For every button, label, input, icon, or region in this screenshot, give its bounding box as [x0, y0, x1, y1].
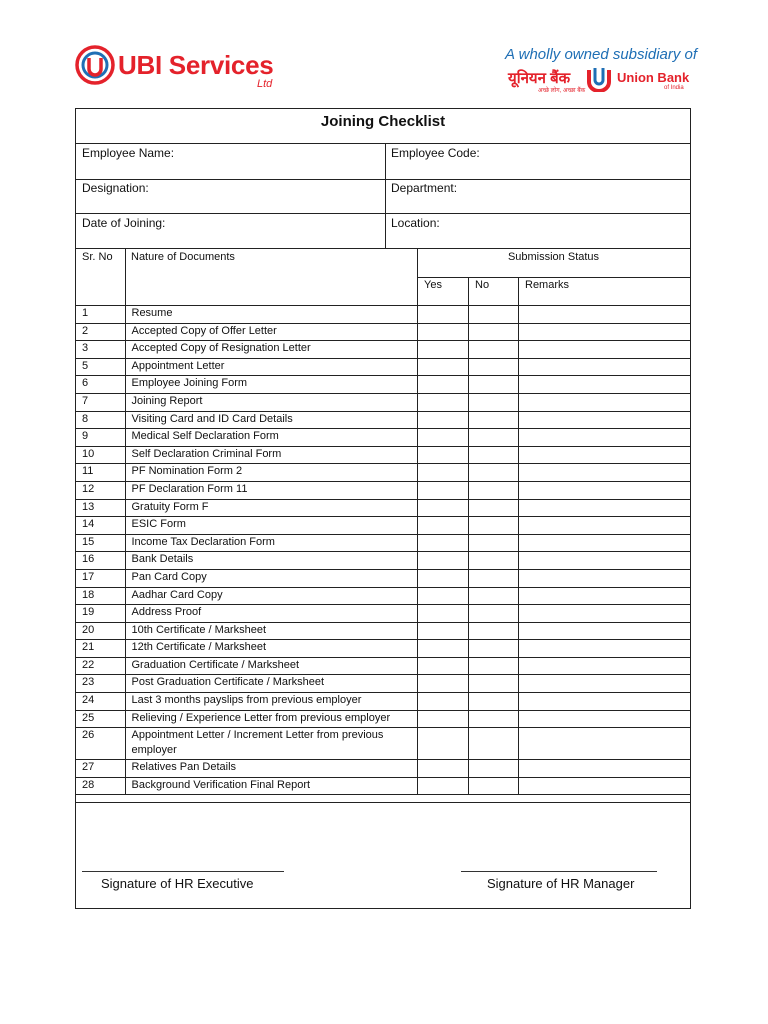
row-sr-no: 8: [76, 411, 125, 429]
table-row: [76, 306, 690, 324]
remarks-cell[interactable]: [518, 622, 690, 640]
row-sr-no: 26: [76, 728, 125, 760]
no-cell[interactable]: [468, 464, 518, 482]
row-sr-no: 6: [76, 376, 125, 394]
row-document: Last 3 months payslips from previous employer: [125, 693, 417, 711]
row-sr-no: 14: [76, 517, 125, 535]
yes-cell[interactable]: [417, 411, 468, 429]
table-row: [76, 587, 690, 605]
no-cell[interactable]: [468, 358, 518, 376]
remarks-cell[interactable]: [518, 777, 690, 795]
row-sr-no: 22: [76, 657, 125, 675]
row-sr-no: 21: [76, 640, 125, 658]
row-document: Post Graduation Certificate / Marksheet: [125, 675, 417, 693]
row-sr-no: 27: [76, 760, 125, 778]
form-title: Joining Checklist: [76, 109, 690, 144]
parent-country: of India: [664, 85, 684, 91]
yes-cell[interactable]: [417, 569, 468, 587]
remarks-cell[interactable]: [518, 693, 690, 711]
row-document: Background Verification Final Report: [125, 777, 417, 795]
col-nature-of-documents: Nature of Documents: [131, 251, 235, 263]
yes-cell[interactable]: [417, 675, 468, 693]
row-document: Medical Self Declaration Form: [125, 429, 417, 447]
row-document: Visiting Card and ID Card Details: [125, 411, 417, 429]
remarks-cell[interactable]: [518, 323, 690, 341]
remarks-cell[interactable]: [518, 464, 690, 482]
yes-cell[interactable]: [417, 760, 468, 778]
hr-executive-signature-line[interactable]: [82, 871, 284, 872]
divider: [76, 802, 690, 803]
col-yes: Yes: [424, 279, 442, 291]
designation-field[interactable]: Designation:: [82, 181, 149, 195]
no-cell[interactable]: [468, 411, 518, 429]
divider: [468, 277, 469, 305]
remarks-cell[interactable]: [518, 657, 690, 675]
remarks-cell[interactable]: [518, 341, 690, 359]
divider: [125, 248, 126, 305]
no-cell[interactable]: [468, 693, 518, 711]
table-row: [76, 569, 690, 587]
yes-cell[interactable]: [417, 534, 468, 552]
remarks-cell[interactable]: [518, 760, 690, 778]
yes-cell[interactable]: [417, 393, 468, 411]
table-row: [76, 777, 690, 795]
yes-cell[interactable]: [417, 605, 468, 623]
no-cell[interactable]: [468, 376, 518, 394]
row-sr-no: 19: [76, 605, 125, 623]
table-row: [76, 605, 690, 623]
table-row: [76, 710, 690, 728]
remarks-cell[interactable]: [518, 411, 690, 429]
no-cell[interactable]: [468, 306, 518, 324]
remarks-cell[interactable]: [518, 393, 690, 411]
yes-cell[interactable]: [417, 517, 468, 535]
remarks-cell[interactable]: [518, 552, 690, 570]
divider: [76, 248, 690, 249]
col-submission-status: Submission Status: [507, 251, 600, 263]
row-document: Joining Report: [125, 393, 417, 411]
row-document: Self Declaration Criminal Form: [125, 446, 417, 464]
table-row: [76, 657, 690, 675]
table-row: [76, 411, 690, 429]
divider: [76, 213, 690, 214]
row-document: Resume: [125, 306, 417, 324]
row-sr-no: 11: [76, 464, 125, 482]
no-cell[interactable]: [468, 393, 518, 411]
no-cell[interactable]: [468, 569, 518, 587]
table-row: [76, 376, 690, 394]
hr-manager-signature-label: Signature of HR Manager: [487, 876, 635, 891]
remarks-cell[interactable]: [518, 569, 690, 587]
parent-name: Union Bank: [617, 70, 690, 85]
row-document: 12th Certificate / Marksheet: [125, 640, 417, 658]
col-no: No: [475, 279, 490, 291]
table-row: [76, 464, 690, 482]
row-document: PF Nomination Form 2: [125, 464, 417, 482]
row-document: Relieving / Experience Letter from previous employer: [125, 710, 417, 728]
remarks-cell[interactable]: [518, 376, 690, 394]
yes-cell[interactable]: [417, 710, 468, 728]
no-cell[interactable]: [468, 760, 518, 778]
row-sr-no: 5: [76, 358, 125, 376]
parent-hindi-tagline: अच्छे लोग, अच्छा बैंक: [538, 88, 586, 94]
yes-cell[interactable]: [417, 693, 468, 711]
row-sr-no: 13: [76, 499, 125, 517]
row-sr-no: 18: [76, 587, 125, 605]
table-row: [76, 622, 690, 640]
subsidiary-text: A wholly owned subsidiary of: [505, 46, 698, 63]
hr-executive-signature-label: Signature of HR Executive: [101, 876, 254, 891]
table-row: [76, 693, 690, 711]
row-document: Bank Details: [125, 552, 417, 570]
date-of-joining-field[interactable]: Date of Joining:: [82, 216, 166, 230]
row-sr-no: 20: [76, 622, 125, 640]
row-sr-no: 3: [76, 341, 125, 359]
documents-table: [76, 305, 690, 795]
department-field[interactable]: Department:: [391, 181, 458, 195]
hr-manager-signature-line[interactable]: [461, 871, 657, 872]
joining-checklist-form: [75, 108, 691, 909]
row-document: ESIC Form: [125, 517, 417, 535]
table-row: [76, 358, 690, 376]
no-cell[interactable]: [468, 446, 518, 464]
remarks-cell[interactable]: [518, 358, 690, 376]
yes-cell[interactable]: [417, 306, 468, 324]
table-row: [76, 517, 690, 535]
remarks-cell[interactable]: [518, 587, 690, 605]
employee-code-field[interactable]: Employee Code:: [391, 146, 480, 160]
divider: [385, 143, 386, 248]
employee-name-field[interactable]: Employee Name:: [82, 146, 175, 160]
table-row: [76, 393, 690, 411]
yes-cell[interactable]: [417, 777, 468, 795]
row-sr-no: 9: [76, 429, 125, 447]
no-cell[interactable]: [468, 657, 518, 675]
remarks-cell[interactable]: [518, 499, 690, 517]
col-remarks: Remarks: [525, 279, 570, 291]
no-cell[interactable]: [468, 675, 518, 693]
yes-cell[interactable]: [417, 376, 468, 394]
row-document: Accepted Copy of Offer Letter: [125, 323, 417, 341]
row-document: 10th Certificate / Marksheet: [125, 622, 417, 640]
remarks-cell[interactable]: [518, 728, 690, 760]
row-sr-no: 12: [76, 481, 125, 499]
table-row: [76, 552, 690, 570]
no-cell[interactable]: [468, 622, 518, 640]
row-sr-no: 10: [76, 446, 125, 464]
parent-hindi-name: यूनियन बैंक: [508, 70, 571, 87]
yes-cell[interactable]: [417, 464, 468, 482]
row-document: Accepted Copy of Resignation Letter: [125, 341, 417, 359]
row-sr-no: 28: [76, 777, 125, 795]
divider: [76, 179, 690, 180]
remarks-cell[interactable]: [518, 306, 690, 324]
row-document: PF Declaration Form 11: [125, 481, 417, 499]
row-sr-no: 24: [76, 693, 125, 711]
row-document: Appointment Letter: [125, 358, 417, 376]
yes-cell[interactable]: [417, 640, 468, 658]
no-cell[interactable]: [468, 323, 518, 341]
yes-cell[interactable]: [417, 499, 468, 517]
remarks-cell[interactable]: [518, 481, 690, 499]
yes-cell[interactable]: [417, 657, 468, 675]
table-row: [76, 675, 690, 693]
remarks-cell[interactable]: [518, 710, 690, 728]
remarks-cell[interactable]: [518, 640, 690, 658]
yes-cell[interactable]: [417, 728, 468, 760]
yes-cell[interactable]: [417, 358, 468, 376]
ubi-services-logo: [74, 40, 294, 96]
row-sr-no: 1: [76, 306, 125, 324]
brand-suffix: Ltd: [257, 78, 273, 90]
yes-cell[interactable]: [417, 341, 468, 359]
row-sr-no: 17: [76, 569, 125, 587]
no-cell[interactable]: [468, 517, 518, 535]
remarks-cell[interactable]: [518, 446, 690, 464]
row-document: Pan Card Copy: [125, 569, 417, 587]
table-row: [76, 446, 690, 464]
table-row: [76, 499, 690, 517]
yes-cell[interactable]: [417, 481, 468, 499]
col-sr-no: Sr. No: [82, 251, 113, 263]
yes-cell[interactable]: [417, 429, 468, 447]
table-row: [76, 323, 690, 341]
no-cell[interactable]: [468, 481, 518, 499]
row-sr-no: 15: [76, 534, 125, 552]
table-row: [76, 429, 690, 447]
row-document: Income Tax Declaration Form: [125, 534, 417, 552]
no-cell[interactable]: [468, 341, 518, 359]
union-bank-emblem-icon: [585, 66, 613, 92]
remarks-cell[interactable]: [518, 534, 690, 552]
yes-cell[interactable]: [417, 587, 468, 605]
row-sr-no: 7: [76, 393, 125, 411]
no-cell[interactable]: [468, 728, 518, 760]
remarks-cell[interactable]: [518, 675, 690, 693]
brand-name: UBI Services: [118, 50, 274, 80]
row-document: Address Proof: [125, 605, 417, 623]
divider: [417, 277, 690, 278]
no-cell[interactable]: [468, 605, 518, 623]
remarks-cell[interactable]: [518, 429, 690, 447]
table-row: [76, 760, 690, 778]
yes-cell[interactable]: [417, 446, 468, 464]
table-row: [76, 640, 690, 658]
no-cell[interactable]: [468, 777, 518, 795]
yes-cell[interactable]: [417, 552, 468, 570]
yes-cell[interactable]: [417, 323, 468, 341]
row-sr-no: 16: [76, 552, 125, 570]
row-document: Aadhar Card Copy: [125, 587, 417, 605]
row-document: Gratuity Form F: [125, 499, 417, 517]
no-cell[interactable]: [468, 552, 518, 570]
no-cell[interactable]: [468, 499, 518, 517]
table-row: [76, 341, 690, 359]
yes-cell[interactable]: [417, 622, 468, 640]
table-row: [76, 534, 690, 552]
table-row: [76, 728, 690, 760]
remarks-cell[interactable]: [518, 517, 690, 535]
row-sr-no: 25: [76, 710, 125, 728]
divider: [518, 277, 519, 305]
location-field[interactable]: Location:: [391, 216, 440, 230]
row-document: Appointment Letter / Increment Letter from previous employer: [125, 728, 417, 760]
table-row: [76, 481, 690, 499]
row-document: Graduation Certificate / Marksheet: [125, 657, 417, 675]
row-document: Relatives Pan Details: [125, 760, 417, 778]
row-sr-no: 23: [76, 675, 125, 693]
no-cell[interactable]: [468, 587, 518, 605]
no-cell[interactable]: [468, 710, 518, 728]
remarks-cell[interactable]: [518, 605, 690, 623]
row-sr-no: 2: [76, 323, 125, 341]
no-cell[interactable]: [468, 534, 518, 552]
no-cell[interactable]: [468, 429, 518, 447]
no-cell[interactable]: [468, 640, 518, 658]
ubi-emblem-icon: [74, 44, 116, 86]
row-document: Employee Joining Form: [125, 376, 417, 394]
